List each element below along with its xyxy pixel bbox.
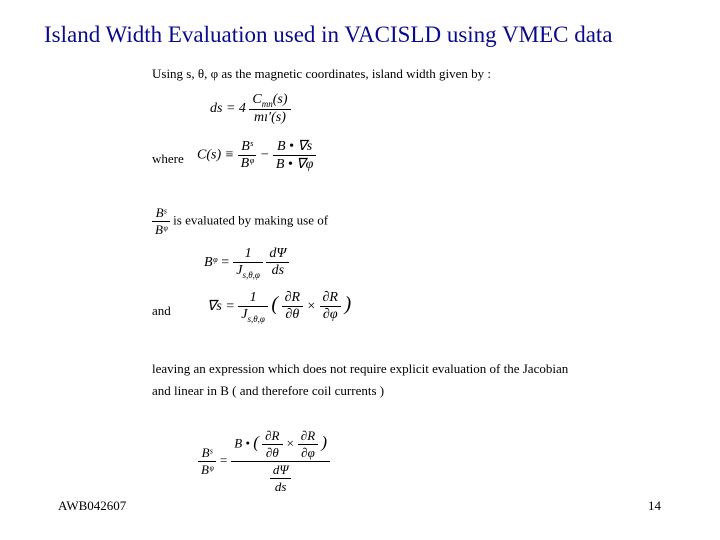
grads-f3-den: ∂φ — [320, 306, 341, 323]
grad-s-equation — [207, 290, 351, 324]
cs-f2-num: B • ∇s — [276, 139, 313, 154]
cs-f2-den: B • ∇φ — [273, 155, 317, 173]
final-lhs-den: Bᵠ — [198, 461, 216, 478]
final-t2-den: ∂φ — [298, 444, 318, 461]
final-top-paren-open: ( — [253, 432, 259, 452]
island-width-num: C — [252, 92, 262, 107]
bphi-equation — [204, 246, 289, 280]
cs-f1-den: Bᵠ — [238, 155, 257, 172]
bphi-f1-den-sub: s,θ,φ — [242, 269, 260, 280]
grads-lhs: ∇s = — [207, 299, 235, 315]
cs-lhs: C(s) ≡ — [197, 147, 235, 163]
grads-f3-num: ∂R — [322, 290, 338, 306]
final-t2-num: ∂R — [300, 428, 316, 443]
grads-paren-close: ) — [344, 293, 352, 316]
final-times: × — [285, 435, 295, 451]
grads-times: × — [306, 299, 316, 315]
bphi-lhs: Bᵠ = — [204, 255, 230, 271]
cs-f1-num: Bˢ — [241, 139, 253, 154]
final-eq-sign: = — [219, 452, 228, 468]
island-width-den: mı′(s) — [249, 109, 290, 126]
island-width-num-sub: mn — [261, 98, 273, 109]
island-width-lhs: ds = 4 — [210, 101, 246, 117]
evaluated-frac-num: Bˢ — [155, 205, 167, 220]
island-width-equation — [210, 92, 291, 126]
grads-f1-den-sub: s,θ,φ — [247, 313, 265, 324]
final-bot-den: ds — [270, 478, 292, 495]
final-t1-den: ∂θ — [262, 444, 282, 461]
leaving-line-1: leaving an expression which does not require explicit evaluation of the Jacobian — [152, 361, 569, 376]
bphi-f2-num: dΨ — [269, 246, 287, 262]
grads-f2-num: ∂R — [284, 290, 301, 306]
evaluated-text: is evaluated by making use of — [173, 212, 329, 228]
bphi-f1-den: J — [236, 263, 243, 278]
page-number: 14 — [648, 498, 661, 513]
final-bot-num: dΨ — [272, 462, 289, 477]
final-top-b: B • — [234, 435, 250, 451]
grads-paren-open: ( — [271, 293, 279, 316]
where-label: where — [152, 151, 184, 166]
final-equation — [198, 428, 330, 495]
bphi-f2-den: ds — [266, 262, 289, 279]
evaluated-line — [152, 205, 328, 238]
intro-text: Using s, θ, φ as the magnetic coordinates, island width given by : — [152, 66, 492, 81]
grads-f2-den: ∂θ — [282, 306, 303, 323]
grads-f1-num: 1 — [249, 290, 257, 305]
final-lhs-num: Bˢ — [201, 445, 213, 460]
bphi-f1-num: 1 — [244, 246, 252, 261]
and-label: and — [152, 303, 171, 318]
cs-minus: − — [259, 147, 270, 163]
evaluated-frac-den: Bᵠ — [152, 221, 170, 238]
cs-equation — [197, 138, 316, 173]
slide-title: Island Width Evaluation used in VACISLD using VMEC data — [44, 22, 613, 47]
final-top-paren-close: ) — [321, 432, 328, 452]
island-width-num-arg: (s) — [272, 92, 288, 107]
grads-f1-den: J — [241, 307, 248, 322]
leaving-line-2: and linear in B ( and therefore coil currents ) — [152, 383, 385, 398]
final-t1-num: ∂R — [265, 428, 280, 443]
footer-label: AWB042607 — [58, 498, 127, 513]
